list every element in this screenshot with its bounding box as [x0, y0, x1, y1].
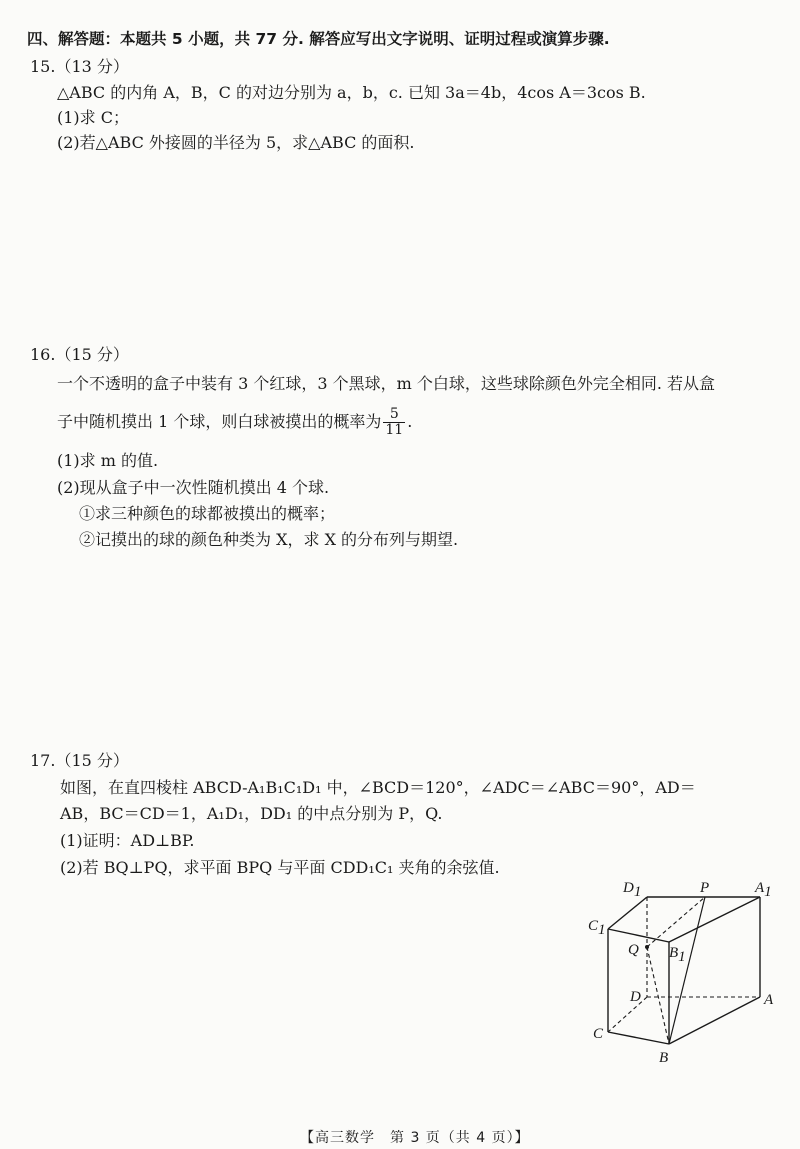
- label-A: A: [764, 992, 774, 1008]
- segment-PB: [669, 897, 705, 1044]
- fraction-denominator: 11: [385, 422, 404, 438]
- label-D1: D1: [623, 880, 642, 900]
- probability-fraction: [383, 407, 405, 438]
- fraction-numerator: 5: [383, 407, 405, 423]
- label-A1: A1: [755, 880, 772, 900]
- label-C: C: [593, 1026, 604, 1042]
- edge-AB: [669, 997, 760, 1044]
- prism-figure: [575, 872, 785, 1072]
- section-header: 四、解答题：本题共 5 小题，共 77 分. 解答应写出文字说明、证明过程或演算步骤.: [27, 30, 610, 48]
- label-D: D: [630, 989, 641, 1005]
- q17-stem-line2: AB，BC＝CD＝1，A₁D₁，DD₁ 的中点分别为 P，Q.: [60, 804, 443, 823]
- label-C1: C1: [588, 918, 606, 938]
- q16-part2-sub2: ②记摸出的球的颜色种类为 X，求 X 的分布列与期望.: [79, 530, 459, 549]
- q17-heading: 17.（15 分）: [30, 751, 129, 770]
- q16-part2: (2)现从盒子中一次性随机摸出 4 个球.: [57, 478, 330, 497]
- edge-A1B1: [669, 897, 760, 942]
- q16-heading: 16.（15 分）: [30, 345, 129, 364]
- q16-stem-period: .: [407, 412, 413, 431]
- label-Q: Q: [628, 942, 639, 958]
- q16-part2-sub1: ①求三种颜色的球都被摸出的概率；: [79, 504, 336, 523]
- q17-part1: (1)证明：AD⊥BP.: [60, 831, 195, 850]
- hidden-segment-QB: [647, 947, 669, 1044]
- q15-stem: △ABC 的内角 A，B，C 的对边分别为 a，b，c. 已知 3a＝4b，4cos A＝3cos B.: [57, 83, 646, 102]
- edge-BC: [608, 1032, 669, 1044]
- q17-part2: (2)若 BQ⊥PQ，求平面 BPQ 与平面 CDD₁C₁ 夹角的余弦值.: [60, 858, 500, 877]
- point-Q-dot: [645, 945, 649, 949]
- q16-stem-text: 子中随机摸出 1 个球，则白球被摸出的概率为: [57, 412, 382, 431]
- q17-stem-line1: 如图，在直四棱柱 ABCD-A₁B₁C₁D₁ 中，∠BCD＝120°，∠ADC＝∠ABC＝90°，AD＝: [60, 778, 696, 797]
- q15-part1: (1)求 C；: [57, 108, 129, 127]
- label-B: B: [659, 1050, 669, 1066]
- q16-stem-line1: 一个不透明的盒子中装有 3 个红球，3 个黑球，m 个白球，这些球除颜色外完全相同. 若从盒: [57, 374, 716, 393]
- page-footer: 【高三数学 第 3 页（共 4 页）】: [300, 1130, 530, 1146]
- q15-heading: 15.（13 分）: [30, 57, 129, 76]
- label-B1: B1: [669, 945, 686, 965]
- hidden-edge-CD: [608, 997, 647, 1032]
- q16-stem-line2: [57, 405, 412, 439]
- label-P: P: [700, 880, 710, 896]
- q16-part1: (1)求 m 的值.: [57, 451, 159, 470]
- q15-part2: (2)若△ABC 外接圆的半径为 5，求△ABC 的面积.: [57, 133, 415, 152]
- edge-C1D1: [608, 897, 647, 929]
